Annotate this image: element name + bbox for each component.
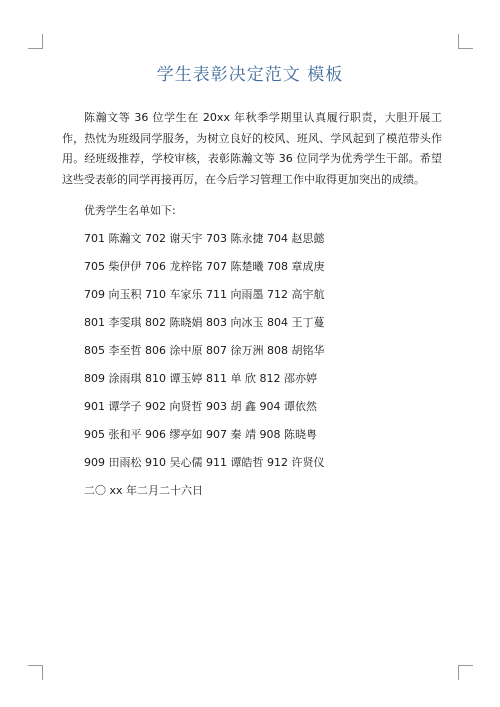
crop-mark-top-right [458,34,473,49]
roster-row: 905 张和平 906 缪亭如 907 秦 靖 908 陈晓粤 [84,428,317,441]
document-date: 二〇 xx 年二月二十六日 [84,484,204,497]
commendation-paragraph: 陈瀚文等 36 位学生在 20xx 年秋季学期里认真履行职责，大胆开展工作，热忱为班级同学服务，为树立良好的校风、班风、学风起到了模范带头作用。经班级推荐，学校审核，表彰陈瀚文等 36 位同学为优秀学生干部。希望这些受表彰的同学再接再厉，在今后学习管理工作中取得更加突出的成绩。 [62,111,442,186]
roster-row: 909 田雨松 910 吴心儒 911 谭皓哲 912 许贤仪 [84,456,325,469]
roster-row: 705 柴伊伊 706 龙梓铭 707 陈楚曦 708 章成庚 [84,260,325,273]
document-body [62,108,442,501]
roster-row: 809 涂雨琪 810 谭玉婷 811 单 欣 812 邵亦婷 [84,372,317,385]
roster-heading: 优秀学生名单如下: [84,204,176,217]
roster-row: 709 向玉积 710 车家乐 711 向雨墨 712 高宇航 [84,288,325,301]
crop-mark-bottom-left [28,665,43,680]
roster-row: 801 李雯琪 802 陈晓娟 803 向冰玉 804 王丁蔓 [84,316,325,329]
roster-row: 701 陈瀚文 702 谢天宇 703 陈永捷 704 赵思懿 [84,232,325,245]
crop-mark-bottom-right [458,665,473,680]
student-roster [62,229,442,473]
document-title: 学生表彰决定范文 模板 [156,65,344,85]
crop-mark-top-left [28,34,43,49]
roster-row: 805 李至哲 806 涂中原 807 徐万洲 808 胡铭华 [84,344,325,357]
roster-row: 901 谭学子 902 向贤哲 903 胡 鑫 904 谭依然 [84,400,317,413]
